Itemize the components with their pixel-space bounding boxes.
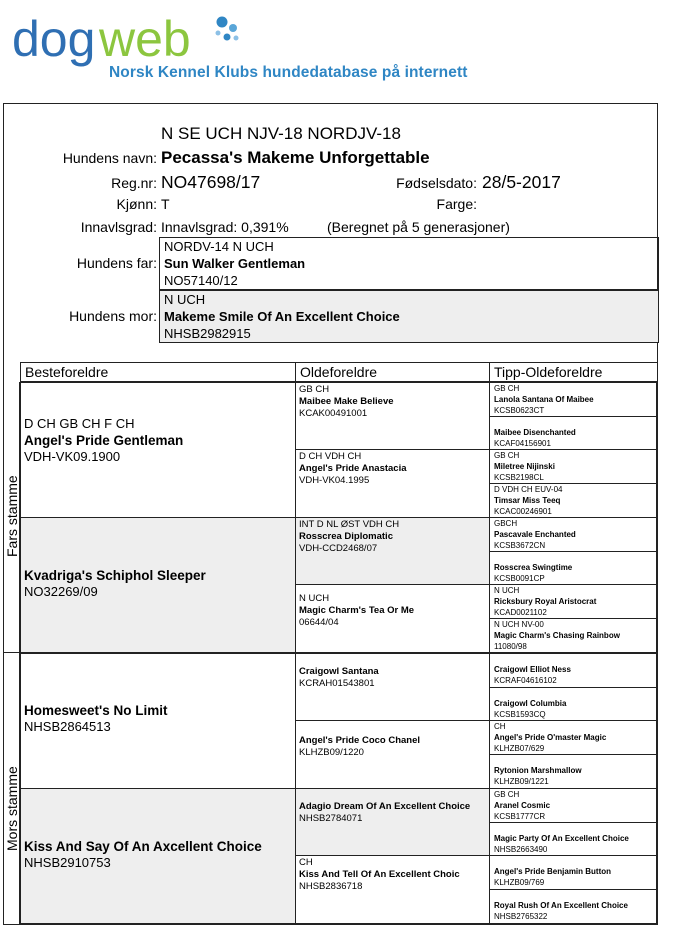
- father-reg: NO57140/12: [164, 273, 238, 288]
- dog-reg-number: 11080/98: [494, 642, 527, 651]
- dog-titles: N SE UCH NJV-18 NORDJV-18: [161, 124, 401, 143]
- dog-name: Ricksbury Royal Aristocrat: [494, 597, 597, 606]
- great-grandparent-cell[interactable]: [295, 720, 490, 789]
- dog-reg-number: VDH-VK09.1900: [24, 449, 121, 464]
- grandparent-cell[interactable]: [20, 517, 296, 653]
- dog-name: Craigowl Columbia: [494, 699, 567, 708]
- dog-name: Rytonion Marshmallow: [494, 766, 582, 775]
- great-great-grandparent-cell[interactable]: [489, 754, 657, 789]
- great-great-grandparent-cell[interactable]: [489, 449, 657, 484]
- dog-name: Kiss And Tell Of An Excellent Choic: [299, 869, 460, 880]
- dog-reg-number: VDH-CCD2468/07: [299, 543, 378, 554]
- great-great-grandparent-cell[interactable]: [489, 483, 657, 518]
- dog-titles: GB CH: [494, 790, 520, 799]
- dog-reg-number: KCSB0091CP: [494, 574, 545, 583]
- dog-reg-number: KLHZB07/629: [494, 744, 545, 753]
- dog-reg-number: KCAD0021102: [494, 608, 547, 617]
- dog-reg-number: KCAF04156901: [494, 439, 551, 448]
- pedigree-table: [4, 362, 657, 924]
- great-grandparent-cell[interactable]: [295, 382, 490, 450]
- grandparent-cell[interactable]: [20, 382, 296, 518]
- dog-name: Miletree Nijinski: [494, 462, 555, 471]
- dog-name: Aranel Cosmic: [494, 801, 551, 810]
- side-fathers-line-label: Fars stamme: [4, 475, 20, 557]
- great-great-grandparent-cell[interactable]: [489, 382, 657, 417]
- dog-titles: D CH VDH CH: [299, 451, 362, 462]
- dog-reg-number: NHSB2864513: [24, 719, 111, 734]
- dog-reg-number: NHSB2836718: [299, 881, 363, 892]
- dog-reg-number: KCAC00246901: [494, 507, 552, 516]
- dog-name: Magic Charm's Chasing Rainbow: [494, 631, 620, 640]
- great-grandparent-cell[interactable]: [295, 517, 490, 585]
- great-grandparent-cell[interactable]: [295, 855, 490, 924]
- dog-name: Craigowl Elliot Ness: [494, 665, 571, 674]
- great-great-grandparent-cell[interactable]: [489, 822, 657, 856]
- dog-reg-number: KCSB3672CN: [494, 541, 546, 550]
- dog-reg-number: KCRAF04616102: [494, 676, 557, 685]
- dog-name: Homesweet's No Limit: [24, 703, 168, 718]
- mother-name: Makeme Smile Of An Excellent Choice: [164, 309, 400, 324]
- great-great-grandparent-cell[interactable]: [489, 551, 657, 585]
- mother-label: Hundens mor:: [69, 308, 157, 324]
- great-great-grandparent-cell[interactable]: [489, 653, 657, 688]
- site-tagline: Norsk Kennel Klubs hundedatabase på internett: [109, 64, 468, 81]
- dog-titles: GB CH: [494, 451, 520, 460]
- header-great-grandparents: Oldeforeldre: [295, 362, 489, 382]
- header-great-great-grandparents: Tipp-Oldeforeldre: [489, 362, 657, 382]
- father-label: Hundens far:: [76, 255, 157, 271]
- father-name: Sun Walker Gentleman: [164, 256, 306, 271]
- dog-reg-number: KCSB0623CT: [494, 406, 545, 415]
- dog-reg-number: NO47698/17: [161, 172, 261, 192]
- dog-reg-number: NHSB2784071: [299, 813, 363, 824]
- dog-birth-date: 28/5-2017: [482, 172, 561, 192]
- side-mothers-line: [4, 653, 20, 924]
- dog-reg-number: 06644/04: [299, 617, 339, 628]
- dog-name: Angel's Pride O'master Magic: [494, 733, 607, 742]
- mother-reg: NHSB2982915: [164, 326, 251, 341]
- birth-label: Fødselsdato:: [396, 175, 477, 191]
- dog-reg-number: KLHZB09/1221: [494, 777, 549, 786]
- dog-titles: GBCH: [494, 519, 518, 528]
- sex-label: Kjønn:: [116, 196, 157, 212]
- dog-name: Adagio Dream Of An Excellent Choice: [299, 801, 471, 812]
- inbreeding-label: Innavlsgrad:: [80, 219, 157, 235]
- great-grandparent-cell[interactable]: [295, 449, 490, 518]
- reg-label: Reg.nr:: [111, 175, 157, 191]
- logo-web-text: web: [99, 11, 191, 67]
- dog-reg-number: KLHZB09/1220: [299, 747, 364, 758]
- great-grandparent-cell[interactable]: [295, 788, 490, 856]
- dog-name: Lanola Santana Of Maibee: [494, 395, 594, 404]
- grandparent-cell[interactable]: [20, 653, 296, 789]
- dog-titles: N UCH: [299, 593, 330, 604]
- dog-name: Angel's Pride Gentleman: [24, 433, 184, 448]
- great-great-grandparent-cell[interactable]: [489, 788, 657, 823]
- great-great-grandparent-cell[interactable]: [489, 720, 657, 755]
- dog-titles: D VDH CH EUV-04: [494, 485, 563, 494]
- name-label: Hundens navn:: [62, 150, 157, 166]
- dog-titles: INT D NL ØST VDH CH: [299, 519, 400, 530]
- great-grandparent-cell[interactable]: [295, 653, 490, 721]
- dog-name: Magic Charm's Tea Or Me: [299, 605, 415, 616]
- dog-titles: CH: [299, 857, 313, 868]
- site-logo[interactable]: [12, 8, 532, 88]
- dog-titles: N UCH NV-00: [494, 620, 544, 629]
- dog-reg-number: NHSB2663490: [494, 845, 548, 854]
- dog-name: Maibee Disenchanted: [494, 428, 576, 437]
- dogweb-logo-icon: [12, 8, 262, 68]
- dog-titles: CH: [494, 722, 506, 731]
- dog-reg-number: NO32269/09: [24, 584, 98, 599]
- dog-reg-number: KLHZB09/769: [494, 878, 545, 887]
- dog-reg-number: VDH-VK04.1995: [299, 475, 370, 486]
- pedigree-document: [3, 103, 658, 925]
- father-titles: NORDV-14 N UCH: [164, 239, 274, 254]
- dog-name: Angel's Pride Benjamin Button: [494, 867, 612, 876]
- dog-reg-number: NHSB2910753: [24, 855, 111, 870]
- dog-name: Rosscrea Diplomatic: [299, 531, 393, 542]
- dog-titles: D CH GB CH F CH: [24, 416, 135, 431]
- dog-reg-number: KCRAH01543801: [299, 678, 375, 689]
- logo-dog-text: dog: [12, 11, 96, 67]
- dog-name: Kvadriga's Schiphol Sleeper: [24, 568, 206, 583]
- great-great-grandparent-cell[interactable]: [489, 517, 657, 552]
- dog-name: Magic Party Of An Excellent Choice: [494, 834, 629, 843]
- great-grandparent-cell[interactable]: [295, 584, 490, 653]
- side-mothers-line-label: Mors stamme: [4, 766, 20, 851]
- dog-reg-number: KCSB1777CR: [494, 812, 546, 821]
- inbreeding-value: Innavlsgrad: 0,391%: [161, 219, 289, 235]
- dog-reg-number: NHSB2765322: [494, 912, 548, 921]
- mother-box[interactable]: [159, 290, 659, 343]
- dog-titles: GB CH: [494, 384, 520, 393]
- dog-name: Pascavale Enchanted: [494, 530, 576, 539]
- dog-name: Craigowl Santana: [299, 666, 379, 677]
- dog-name: Royal Rush Of An Excellent Choice: [494, 901, 628, 910]
- dog-reg-number: KCAK00491001: [299, 408, 368, 419]
- dog-name: Timsar Miss Teeq: [494, 496, 561, 505]
- dog-titles: GB CH: [299, 384, 330, 395]
- mother-titles: N UCH: [164, 292, 206, 307]
- dog-name: Pecassa's Makeme Unforgettable: [161, 148, 430, 167]
- great-great-grandparent-cell[interactable]: [489, 889, 657, 924]
- dog-sex: T: [161, 196, 170, 212]
- dog-name: Maibee Make Believe: [299, 396, 394, 407]
- inbreeding-note: (Beregnet på 5 generasjoner): [327, 219, 510, 235]
- great-great-grandparent-cell[interactable]: [489, 416, 657, 450]
- color-label: Farge:: [436, 196, 477, 212]
- dog-name: Angel's Pride Coco Chanel: [299, 735, 421, 746]
- dog-name: Angel's Pride Anastacia: [299, 463, 407, 474]
- side-fathers-line: [4, 382, 20, 653]
- header-grandparents: Besteforeldre: [20, 362, 295, 382]
- dog-titles: N UCH: [494, 586, 520, 595]
- father-box[interactable]: [159, 237, 659, 290]
- great-great-grandparent-cell[interactable]: [489, 855, 657, 890]
- great-great-grandparent-cell[interactable]: [489, 687, 657, 721]
- dog-reg-number: KCSB1593CQ: [494, 710, 546, 719]
- great-great-grandparent-cell[interactable]: [489, 618, 657, 653]
- grandparent-cell[interactable]: [20, 788, 296, 924]
- great-great-grandparent-cell[interactable]: [489, 584, 657, 619]
- dog-name: Rosscrea Swingtime: [494, 563, 573, 572]
- dog-name: Kiss And Say Of An Axcellent Choice: [24, 839, 262, 854]
- dog-reg-number: KCSB2198CL: [494, 473, 544, 482]
